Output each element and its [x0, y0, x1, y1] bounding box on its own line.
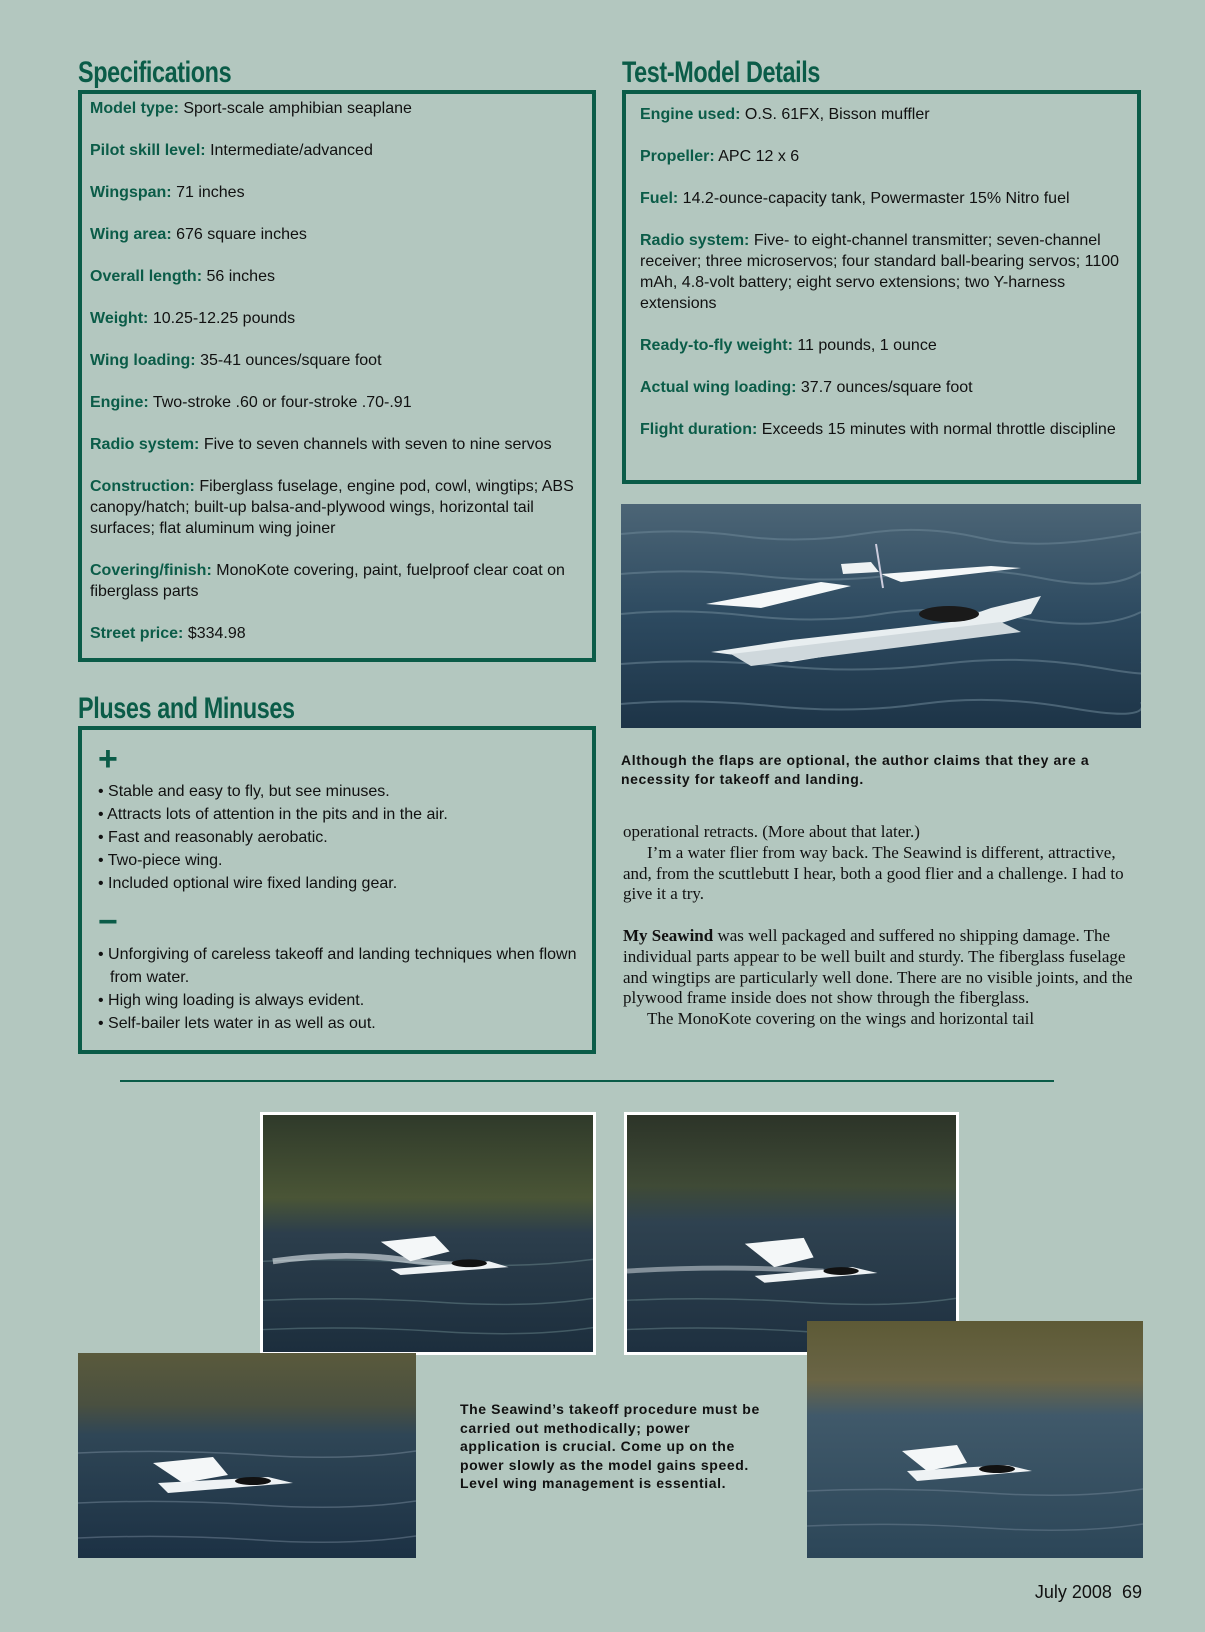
spec-row: Radio system: Five to seven channels with seven to nine servos — [90, 436, 552, 453]
list-item: • Attracts lots of attention in the pits and in the air. — [98, 806, 448, 823]
test-row: Radio system: Five- to eight-channel transmitter; seven-channel receiver; three microservos; four standard ball-bearing servos; 1100 mAh, 4.8-volt battery; eight servo extensions; two Y-harness extensions — [640, 232, 1120, 312]
test-row: Engine used: O.S. 61FX, Bisson muffler — [640, 106, 930, 123]
test-row: Fuel: 14.2-ounce-capacity tank, Powermaster 15% Nitro fuel — [640, 190, 1070, 207]
spec-row: Street price: $334.98 — [90, 625, 246, 642]
test-row: Actual wing loading: 37.7 ounces/square foot — [640, 379, 973, 396]
seaplane-photo-flaps — [621, 504, 1141, 728]
spec-row: Construction: Fiberglass fuselage, engine pod, cowl, wingtips; ABS canopy/hatch; built-up balsa-and-plywood wings, horizontal tail surfaces; flat aluminum wing joiner — [90, 478, 574, 537]
body-paragraph: I’m a water flier from way back. The Seawind is different, attractive, and, from the scuttlebutt I hear, both a good flier and a challenge. I had to give it a try. — [623, 842, 1124, 904]
body-paragraph: My Seawind was well packaged and suffered no shipping damage. The individual parts appear to be well built and sturdy. The fiberglass fuselage and wingtips are particularly well done. There are no visible joints, and the plywood frame inside does not show through the fiberglass. — [623, 925, 1133, 1008]
flaps-caption: Although the flaps are optional, the author claims that they are a necessity for takeoff and landing. — [621, 752, 1090, 787]
plus-icon: + — [98, 740, 118, 778]
test-row: Propeller: APC 12 x 6 — [640, 148, 800, 165]
test-model-heading: Test-Model Details — [622, 56, 820, 89]
spec-row: Engine: Two-stroke .60 or four-stroke .70-.91 — [90, 394, 412, 411]
test-row: Ready-to-fly weight: 11 pounds, 1 ounce — [640, 337, 937, 354]
spec-row: Pilot skill level: Intermediate/advanced — [90, 142, 373, 159]
spec-row: Model type: Sport-scale amphibian seaplane — [90, 100, 412, 117]
spec-row: Wingspan: 71 inches — [90, 184, 245, 201]
minuses-list — [96, 943, 578, 1035]
list-item: • Stable and easy to fly, but see minuses. — [98, 783, 390, 800]
spec-row: Wing loading: 35-41 ounces/square foot — [90, 352, 382, 369]
page-folio: July 2008 69 — [1034, 1582, 1142, 1602]
list-item: • High wing loading is always evident. — [98, 992, 365, 1009]
body-paragraph: The MonoKote covering on the wings and horizontal tail — [647, 1009, 1035, 1029]
minus-icon: − — [98, 903, 118, 941]
takeoff-photo-4 — [807, 1321, 1143, 1558]
article-body — [623, 822, 1143, 1030]
body-paragraph: operational retracts. (More about that later.) — [623, 822, 920, 841]
test-model-box — [622, 90, 1141, 484]
list-item: • Unforgiving of careless takeoff and landing techniques when flown from water. — [98, 946, 577, 986]
takeoff-photo-2 — [624, 1112, 959, 1355]
list-item: • Fast and reasonably aerobatic. — [98, 829, 328, 846]
spec-row: Covering/finish: MonoKote covering, paint, fuelproof clear coat on fiberglass parts — [90, 562, 565, 600]
spec-row: Overall length: 56 inches — [90, 268, 275, 285]
test-row: Flight duration: Exceeds 15 minutes with normal throttle discipline — [640, 421, 1116, 438]
pluses-minuses-heading: Pluses and Minuses — [78, 692, 295, 725]
takeoff-caption: The Seawind’s takeoff procedure must be carried out methodically; power application is crucial. Come up on the power slowly as the model gains speed. Level wing management is essential. — [460, 1401, 760, 1491]
specifications-box — [78, 90, 596, 662]
divider — [120, 1080, 1054, 1082]
list-item: • Self-bailer lets water in as well as out. — [98, 1015, 376, 1032]
takeoff-photo-3 — [78, 1353, 416, 1558]
list-item: • Two-piece wing. — [98, 852, 223, 869]
pluses-minuses-box — [78, 726, 596, 1054]
takeoff-photo-1 — [260, 1112, 596, 1355]
spec-row: Weight: 10.25-12.25 pounds — [90, 310, 296, 327]
pluses-list — [96, 780, 578, 895]
list-item: • Included optional wire fixed landing gear. — [98, 875, 398, 892]
specifications-heading: Specifications — [78, 56, 232, 89]
spec-row: Wing area: 676 square inches — [90, 226, 307, 243]
